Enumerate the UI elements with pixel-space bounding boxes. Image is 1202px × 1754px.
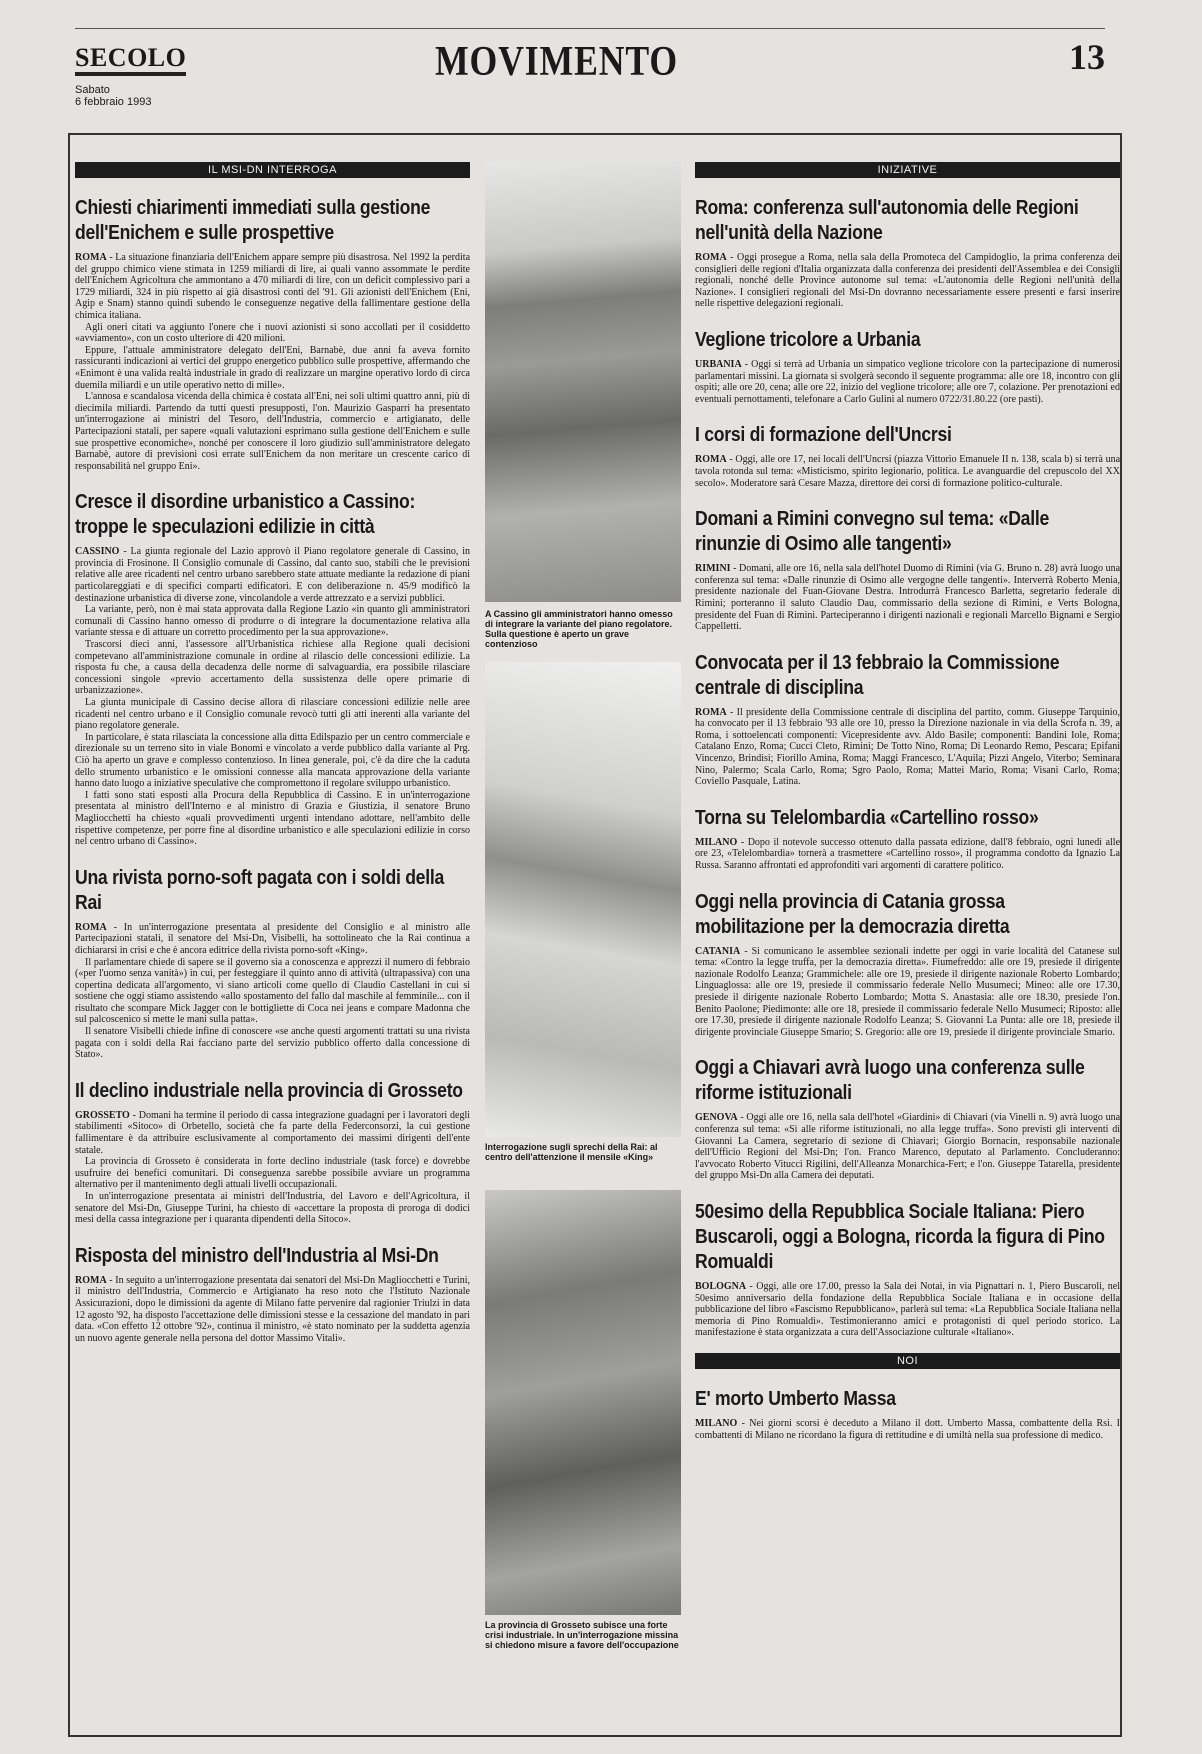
- section-title: MOVIMENTO: [435, 39, 679, 85]
- article-location: URBANIA: [695, 358, 742, 370]
- photo-rai: [485, 662, 681, 1137]
- article-title: Oggi nella provincia di Catania grossa mobilitazione per la democrazia diretta: [695, 890, 1010, 938]
- article-text: [695, 359, 1120, 405]
- article-paragraph-text: In particolare, è stata rilasciata la concessione alla ditta Edilspazio per un centro commerciale e direzionale su un terreno sito in viale Bonomi e vincolato a verde pubblico dalla variante al Prg. Ciò ha aperto un grave e complesso contenzioso. In linea generale, poi, c'è da dire che la caduta dello strumento urbanistico e le omissioni connesse alla mancata approvazione della variante hanno dato luogo a iniziative speculative che compromettono il regolare sviluppo urbanistico.: [75, 731, 470, 790]
- article-right-6: [695, 806, 1120, 872]
- caption-rai: Interrogazione sugli sprechi della Rai: al centro dell'attenzione il mensile «King»: [485, 1142, 658, 1162]
- article-location: BOLOGNA: [695, 1280, 747, 1292]
- article-body: - Oggi, alle ore 17, nei locali dell'Uncrsi (piazza Vittorio Emanuele II n. 138, scala b) si terrà una tavola rotonda sul tema: «Misticismo, spirito legionario, politica. Le avanguardie del crepuscolo del XX secolo». Moderatore sarà Cesare Mazza, direttore dei corsi di formazione politico-culturale.: [695, 454, 1120, 489]
- masthead: [75, 30, 1105, 110]
- article-paragraph: [75, 1191, 470, 1226]
- article-paragraph-text: Eppure, l'attuale amministratore delegato dell'Eni, Barnabè, due anni fa aveva fornito rassicuranti indicazioni ai vertici del gruppo energetico pubblico sulle prospettive, affermando che «Enimont è una valida realtà industriale in grado di realizzare un margine operativo lordo di circa duemila miliardi e un utile operativo netto di mille».: [75, 344, 470, 391]
- article-text: [695, 563, 1120, 633]
- article-body: - Il presidente della Commissione centrale di disciplina del partito, comm. Giuseppe Tarquinio, ha convocato per il 13 febbraio '93 alle ore 10, presso la Direzione nazionale in via della Scrofa n. 39, a Roma, i sottoelencati componenti: Vicepresidente avv. Aldo Basile; componenti: Bandini Iole, Roma; Catalano Enzo, Roma; Cucci Cleto, Rimini; De Totto Nino, Roma; Di Leonardo Remo, Pescara; Epifani Vincenzo, Brindisi; Fiorillo Amina, Roma; Maggi Francesco, L'Aquila; Pizzi Angelo, Viterbo; Seminara Nino, Palermo; Scala Carlo, Roma; Sgro Paolo, Roma; Mattei Mario, Roma; Visani Carlo, Roma; Coviello Pasquale, Latina.: [695, 706, 1120, 788]
- article-paragraph: [75, 639, 470, 697]
- article-paragraph: [75, 697, 470, 732]
- article-right-8: [695, 1056, 1120, 1182]
- article-text: [695, 1112, 1120, 1182]
- article-paragraph: [75, 391, 470, 472]
- article-paragraph: [75, 1110, 470, 1156]
- article-location: ROMA: [695, 706, 727, 718]
- article-paragraph-text: - La situazione finanziaria dell'Enichem appare sempre più disastrosa. Nel 1992 la perdita del gruppo chimico viene stimata in 1259 miliardi di lire, ai quali vanno assommate le perdite dell'Enichem Agricoltura che ammontano a 470 miliardi di lire, con un deficit complessivo pari a 1729 miliardi, 324 in più rispetto ai già disastrosi conti del '91. Gli azionisti dell'Enichem (Eni, Agip e Snam) stanno quindi subendo le conseguenze negative della fallimentare gestione della chimica italiana.: [75, 252, 470, 321]
- issue-date-value: 6 febbraio 1993: [75, 96, 152, 108]
- article-paragraph-text: I fatti sono stati esposti alla Procura della Repubblica di Cassino. E in un'interrogazione presentata al ministro dell'Interno e al ministro di Grazia e Giustizia, il senatore Bruno Magliocchetti ha chiesto «quali provvedimenti urgenti intendano adottare, nell'ambito delle rispettive competenze, per porre fine al disordine urbanistico e alle speculazioni edilizie in corso nel centro urbano di Cassino».: [75, 789, 470, 848]
- article-title: Chiesti chiarimenti immediati sulla gestione dell'Enichem e sulle prospettive: [75, 197, 431, 244]
- kicker-left: IL MSI-DN INTERROGA: [75, 162, 470, 178]
- article-paragraph: [75, 322, 470, 345]
- article-right-4: [695, 507, 1120, 633]
- article-right-2: [695, 328, 1120, 405]
- article-left-3: [75, 866, 470, 1061]
- article-title: Cresce il disordine urbanistico a Cassino: troppe le speculazioni edilizie in città: [75, 491, 416, 539]
- article-body: - Dopo il notevole successo ottenuto dalla passata edizione, dall'8 febbraio, ogni lunedì alle ore 23, «Telelombardia» tornerà a trasmettere «Cartellino rosso», il programma condotto da Ignazio La Russa. Saranno affrontati ed approfonditi vari argomenti di carattere politico.: [695, 836, 1120, 872]
- article-paragraph: [75, 1156, 470, 1191]
- photo-grosseto: [485, 1190, 681, 1615]
- article-body: - Oggi si terrà ad Urbania un simpatico veglione tricolore con la partecipazione di numerosi parlamentari missini. La giornata si svolgerà secondo il seguente programma: alle ore 18, incontro con gli ospiti; alle ore 20, cena; alle ore 22, inizio del veglione tricolore; alle ore 7, colazione. Per prenotazioni ed eventuali pernottamenti, telefonare a Carlo Gulini al numero 0722/31.80.22 (ore pasti).: [695, 358, 1120, 405]
- article-paragraph: [75, 790, 470, 848]
- article-title: Torna su Telelombardia «Cartellino rosso»: [695, 806, 1039, 829]
- article-paragraph-text: La provincia di Grosseto è considerata in forte declino industriale (task force) e dovrebbe usufruire dei benefici comunitari. Di conseguenza sarebbe possibile avviare un programma alternativo per il mantenimento degli attuali livelli occupazionali.: [75, 1156, 470, 1191]
- article-paragraph-text: L'annosa e scandalosa vicenda della chimica è costata all'Eni, nei soli ultimi quattro anni, più di diecimila miliardi. Partendo da tutti questi presupposti, l'on. Maurizio Gasparri ha presentato un'interrogazione ai ministri del Tesoro, dell'Industria, commercio e artigianato, delle Partecipazioni statali, per sapere «quali valutazioni esprimano sulla gestione dell'Enichem e sulle sue prospettive economiche», nonché per conoscere il loro giudizio sull'amministratore delegato Barnabè, autore di previsioni così errate sull'Enichem da non meritare un crescente carico di responsabilità nel gruppo Eni».: [75, 391, 470, 472]
- article-title: Veglione tricolore a Urbania: [695, 328, 921, 351]
- article-text: [695, 946, 1120, 1039]
- kicker-noi: NOI: [695, 1353, 1120, 1369]
- article-text: [695, 252, 1120, 310]
- article-location: ROMA: [695, 454, 727, 466]
- article-paragraph-text: - Domani ha termine il periodo di cassa integrazione guadagni per i lavoratori degli stabilimenti «Sitoco» di Orbetello, società che fa parte della Federconsorzi, la cui gestione fallimentare è da attribuire esclusivamente al comportamento dei massimi dirigenti dell'ente statale.: [75, 1109, 470, 1156]
- article-paragraph-text: In un'interrogazione presentata ai ministri dell'Industria, del Lavoro e dell'Agricoltura, il senatore del Msi-Dn, Giuseppe Turini, ha chiesto di «accettare la proposta di proroga di dodici mesi della cassa integrazione per i quaranta dipendenti della Sitoco».: [75, 1191, 470, 1226]
- article-paragraph-text: - In seguito a un'interrogazione presentata dai senatori del Msi-Dn Magliocchetti e Turini, il ministro dell'Industria, Commercio e Artigianato ha reso noto che l'Istituto Nazionale Assicurazioni, dopo le dimissioni da agente di Milano fatte pervenire dal ragionier Triulzi in data 12 agosto '92, ha disposto l'accettazione delle dimissioni stesse e la cessazione del mandato in pari data. «Con effetto 12 ottobre '92», continua il ministro, «è stato nominato per la suddetta agenzia un nuovo agente generale nella persona del dottor Massimo Vitali».: [75, 1274, 470, 1344]
- article-title: E' morto Umberto Massa: [695, 1387, 896, 1410]
- article-title: Convocata per il 13 febbraio la Commissione centrale di disciplina: [695, 651, 1060, 699]
- article-title: Una rivista porno-soft pagata con i soldi della Rai: [75, 866, 444, 914]
- article-body: - Oggi alle ore 16, nella sala dell'hotel «Giardini» di Chiavari (via Vinelli n. 9) avrà luogo una conferenza sul tema: «Sì alle riforme istituzionali, no alla legge truffa». Sono previsti gli interventi di Giovanni La Camera, segretario di sezione di Chiavari; Giorgio Bornacin, responsabile nazionale dell'Ufficio Regioni del Msi-Dn; l'on. Franco Marenco, deputato al Parlamento. Concluderanno: l'avvocato Roberto Vitucci Rigilini, dell'Alleanza Monarchica-Fert; e l'on. Giuseppe Tatarella, presidente del gruppo Msi-Dn alla Camera dei deputati.: [695, 1112, 1120, 1182]
- article-paragraph-text: Agli oneri citati va aggiunto l'onere che i nuovi azionisti si sono accollati per il cosiddetto «avviamento», con un costo ulteriore di 420 milioni.: [75, 321, 470, 345]
- page-number: 13: [1069, 37, 1105, 77]
- left-column: [75, 162, 470, 1344]
- article-text: [695, 1281, 1120, 1339]
- paper-name: SECOLO: [75, 44, 186, 76]
- article-paragraph: [75, 957, 470, 1027]
- article-paragraph-text: - La giunta regionale del Lazio approvò il Piano regolatore generale di Cassino, in provincia di Frosinone. Il Consiglio comunale di Cassino, dal canto suo, stabilì che le previsioni relative alle aree ricadenti nel centro urbano sarebbero state attuate mediante la redazione di piani particolareggiati e di specifici comparti edificatori. E con deliberazione n. 45/9 modificò la destinazione urbanistica di diverse zone, vincolandole a verde attrezzato e a servizi pubblici.: [75, 546, 470, 604]
- article-title: I corsi di formazione dell'Uncrsi: [695, 424, 952, 447]
- article-location: ROMA: [695, 252, 727, 263]
- right-articles: [695, 196, 1120, 1339]
- article-right-5: [695, 651, 1120, 788]
- article-location: MILANO: [695, 836, 738, 848]
- article-location: ROMA: [75, 252, 107, 263]
- article-right-9: [695, 1200, 1120, 1339]
- article-body: - Si comunicano le assemblee sezionali indette per oggi in varie località del Catanese sul tema: «Contro la legge truffa, per la democrazia diretta». Fiumefreddo: alle ore 19, presiede il dirigente nazionale Rodolfo Leanza; Grammichele: alle ore 19, presiede il dirigente nazionale Roberto Lombardo; Linguaglossa: alle ore 19, presiede il commissario federale Nello Musumeci; Mineo: alle ore 17.30, presiede il dirigente nazionale Roberto Lombardo; Motta S. Anastasia: alle ore 18.30, presiede l'on. Benito Paolone; Piedimonte: alle ore 18, presiede il commissario federale Nello Musumeci; Riposto: alle ore 17.30, presiede il dirigente nazionale Rodolfo Leanza; S. Giovanni La Punta: alle ore 18, presiede il dirigente provinciale Giuseppe Smario; S. Gregorio: alle ore 19, presiede il dirigente provinciale Smario.: [695, 945, 1120, 1038]
- photo-cassino: [485, 162, 681, 602]
- article-text: [695, 1418, 1120, 1441]
- article-paragraph: [75, 732, 470, 790]
- article-right-1: [695, 196, 1120, 310]
- article-left-2: [75, 490, 470, 847]
- article-paragraph: [75, 546, 470, 604]
- article-title: Domani a Rimini convegno sul tema: «Dalle rinunzie di Osimo alle tangenti»: [695, 508, 1049, 556]
- article-paragraph: [75, 1275, 470, 1345]
- article-location: CATANIA: [695, 945, 741, 957]
- article-location: RIMINI: [695, 563, 731, 575]
- article-title: Risposta del ministro dell'Industria al Msi-Dn: [75, 1244, 439, 1267]
- article-text: [695, 454, 1120, 489]
- issue-day: Sabato: [75, 84, 110, 96]
- article-right-3: [695, 423, 1120, 489]
- article-location: CASSINO: [75, 546, 120, 558]
- article-location: GENOVA: [695, 1112, 738, 1124]
- article-paragraph: [75, 345, 470, 391]
- article-location: GROSSETO: [75, 1109, 130, 1121]
- article-paragraph: [75, 252, 470, 322]
- article-paragraph-text: La variante, però, non è mai stata approvata dalla Regione Lazio «in quanto gli amministratori comunali di Cassino hanno omesso di produrre o di integrare la documentazione relativa alla variante stessa e di attuare un corretto procedimento per la sua approvazione».: [75, 604, 470, 639]
- article-paragraph: [75, 604, 470, 639]
- article-body: - Nei giorni scorsi è deceduto a Milano il dott. Umberto Massa, combattente della Rsi. I combattenti di Milano ne ricordano la figura di rettitudine e di umiltà nella sua professione di medico.: [695, 1417, 1120, 1441]
- article-title: Il declino industriale nella provincia di Grosseto: [75, 1079, 463, 1102]
- article-title: Oggi a Chiavari avrà luogo una conferenza sulle riforme istituzionali: [695, 1057, 1085, 1105]
- article-location: ROMA: [75, 1274, 107, 1286]
- top-rule: [75, 28, 1105, 29]
- article-paragraph-text: Trascorsi dieci anni, l'assessore all'Urbanistica richiese alla Regione quali decisioni competevano all'amministrazione comunale in ordine al rilascio delle concessioni edilizie. La risposta fu che, a causa della decadenza delle norme di salvaguardia, era possibile rilasciare concessioni singole «previo accertamento della sussistenza delle opere primarie di urbanizzazione».: [75, 639, 470, 697]
- article-text: [695, 837, 1120, 872]
- article-noi: [695, 1387, 1120, 1441]
- left-articles: [75, 196, 470, 1344]
- caption-cassino: A Cassino gli amministratori hanno omesso di integrare la variante del piano regolatore. Sulla questione è aperto un grave contenzioso: [485, 609, 673, 649]
- article-right-7: [695, 890, 1120, 1039]
- article-location: MILANO: [695, 1417, 738, 1429]
- photo-column: [485, 162, 685, 1732]
- article-title: 50esimo della Repubblica Sociale Italiana: Piero Buscaroli, oggi a Bologna, ricorda la figura di Pino Romualdi: [695, 1200, 1105, 1273]
- article-body: - Oggi prosegue a Roma, nella sala della Promoteca del Campidoglio, la prima conferenza dei consiglieri delle regioni d'Italia organizzata dalla conferenza dei presidenti dell'Assemblea e dei Consigli regionali, nonché delle Province autonome sul tema: «L'autonomia delle Regioni nell'unità della Nazione». I consiglieri regionali del Msi-Dn dovranno necessariamente essere presenti e farsi inserire nelle rispettive delegazioni regionali.: [695, 252, 1120, 310]
- issue-date: [75, 84, 151, 108]
- article-text: [695, 707, 1120, 788]
- article-paragraph-text: Il parlamentare chiede di sapere se il governo sia a conoscenza e apprezzi il numero di febbraio («per l'uomo senza vanità») in cui, per festeggiare il quinto anno di attività (ultrapassiva) con una copertina dedicata all'argomento, vi siano articoli come quello di Claudio Castellani in cui si sostiene che oggi stiamo assistendo «allo spostamento del fallo dal maschile al femminile... con il risultato che scompare Mick Jagger con le bottigliette di Coca nei jeans e compare Madonna che sul palcoscenico si mette le mani sulla patta».: [75, 956, 470, 1026]
- article-paragraph-text: - In un'interrogazione presentata al presidente del Consiglio e al ministro alle Partecipazioni statali, il senatore del Msi-Dn, Visibelli, ha sottolineato che la Rai continua a dichiararsi in crisi e che è ancora editrice della rivista porno-soft «King».: [75, 921, 470, 956]
- article-body: - Oggi, alle ore 17.00, presso la Sala dei Notai, in via Pignattari n. 1, Piero Buscaroli, nel 50esimo anniversario della fondazione della Repubblica Sociale Italiana e in occasione della pubblicazione del libro «Fascismo Repubblicano», parlerà sul tema: «La Repubblica Sociale Italiana nella memoria di Pino Romualdi». Testimonieranno amici e protagonisti di quel periodo storico. La manifestazione è stata organizzata a cura dell'Associazione culturale «Italiano».: [695, 1280, 1120, 1339]
- article-body: - Domani, alle ore 16, nella sala dell'hotel Duomo di Rimini (via G. Bruno n. 28) avrà luogo una conferenza sul tema: «Dalle rinunzie di Osimo alle vergogne delle tangenti». Interverrà Roberto Menia, presidente nazionale del Fuan-Giovane Destra. Introdurrà Francesco Barletta, segretario federale di Rimini; porteranno il saluto Claudio Dau, commissario della sezione di Rimini, e Verts Bologna, presidente del Fuan di Rimini. Parteciperanno i dirigenti nazionali e regionali Marcello Bignami e Sergio Cappelletti.: [695, 563, 1120, 633]
- article-paragraph: [75, 1026, 470, 1061]
- right-column: [695, 162, 1120, 1441]
- article-left-1: [75, 196, 470, 472]
- caption-grosseto: La provincia di Grosseto subisce una forte crisi industriale. In un'interrogazione missina si chiedono misure a favore dell'occupazione: [485, 1620, 679, 1650]
- article-paragraph-text: La giunta municipale di Cassino decise allora di rilasciare concessioni edilizie nelle aree ricadenti nel centro urbano e il Consiglio comunale revocò tutti gli atti inerenti alla variante del piano regolatore generale.: [75, 697, 470, 732]
- article-left-5: [75, 1244, 470, 1345]
- article-title: Roma: conferenza sull'autonomia delle Regioni nell'unità della Nazione: [695, 197, 1079, 244]
- article-paragraph: [75, 922, 470, 957]
- kicker-right: INIZIATIVE: [695, 162, 1120, 178]
- article-location: ROMA: [75, 921, 107, 933]
- article-paragraph-text: Il senatore Visibelli chiede infine di conoscere «se anche questi argomenti trattati su una rivista pagata con i soldi della Rai facciano parte del servizio pubblico offerto dalla concessione di Stato».: [75, 1026, 470, 1061]
- article-left-4: [75, 1079, 470, 1226]
